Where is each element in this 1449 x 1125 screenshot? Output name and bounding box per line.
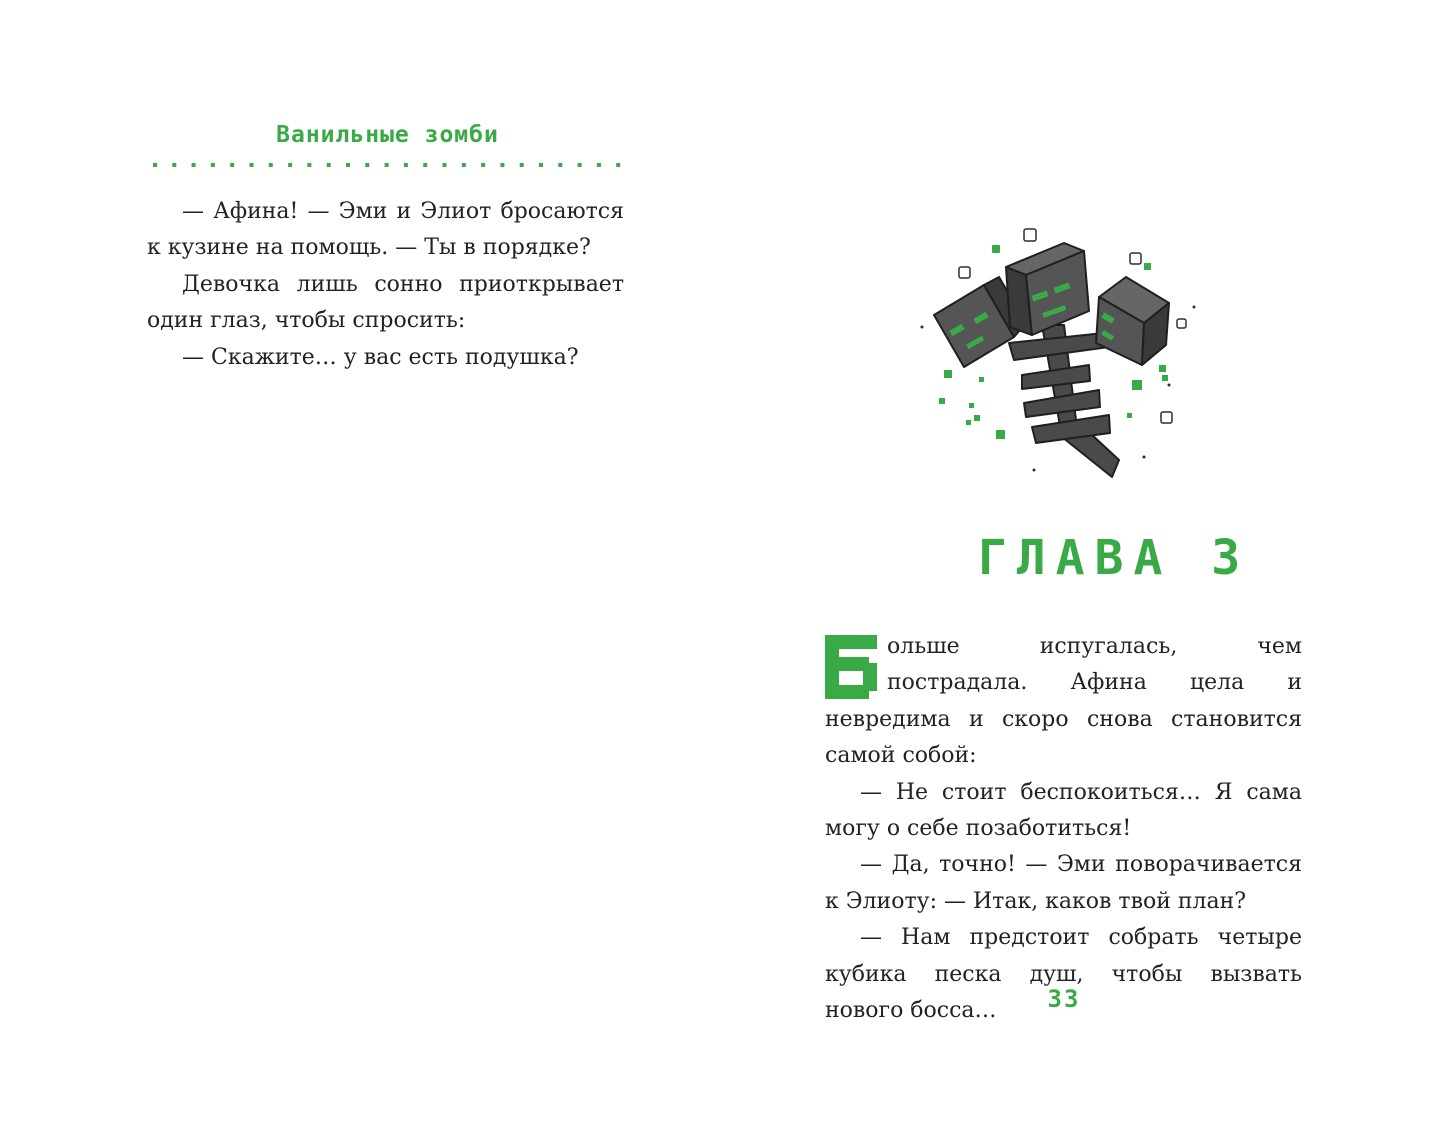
rule-dot <box>192 163 196 167</box>
paragraph: — Скажите… у вас есть подушка? <box>182 344 579 370</box>
left-page <box>0 0 724 1125</box>
rule-dot <box>558 163 562 167</box>
rule-dot <box>616 163 620 167</box>
paragraph: Девочка лишь сонно приоткрывает один глаз, чтобы спросить: <box>147 271 624 334</box>
rule-dot <box>404 163 408 167</box>
rule-dot <box>443 163 447 167</box>
rule-dot <box>307 163 311 167</box>
rule-dot <box>327 163 331 167</box>
rule-dot <box>481 163 485 167</box>
paragraph: — Не стоит беспокоиться… Я сама могу о себе позаботиться! <box>825 779 1302 842</box>
dotted-rule <box>150 160 625 170</box>
rule-dot <box>365 163 369 167</box>
rule-dot <box>539 163 543 167</box>
first-paragraph: ольше испугалась, чем пострадала. Афина цела и невредима и скоро снова становится самой собой: <box>825 634 1302 769</box>
left-page-text <box>147 194 624 376</box>
paragraph: — Афина! — Эми и Элиот бросаются к кузине на помощь. — Ты в порядке? <box>147 199 624 261</box>
right-page <box>724 0 1449 1125</box>
rule-dot <box>423 163 427 167</box>
rule-dot <box>288 163 292 167</box>
rule-dot <box>520 163 524 167</box>
right-page-text <box>825 629 1302 1029</box>
page-number: 33 <box>1047 985 1081 1013</box>
rule-dot <box>230 163 234 167</box>
rule-dot <box>250 163 254 167</box>
wither-boss-illustration <box>914 215 1204 490</box>
rule-dot <box>462 163 466 167</box>
drop-cap-letter <box>825 635 881 699</box>
paragraph: — Нам предстоит собрать четыре кубика песка душ, чтобы вызвать нового босса… <box>825 925 1302 1024</box>
chapter-title: ГЛАВА 3 <box>977 530 1251 586</box>
rule-dot <box>346 163 350 167</box>
rule-dot <box>500 163 504 167</box>
rule-dot <box>153 163 157 167</box>
rule-dot <box>578 163 582 167</box>
rule-dot <box>597 163 601 167</box>
rule-dot <box>172 163 176 167</box>
rule-dot <box>211 163 215 167</box>
rule-dot <box>385 163 389 167</box>
rule-dot <box>269 163 273 167</box>
running-header: Ванильные зомби <box>276 122 499 148</box>
paragraph: — Да, точно! — Эми поворачивается к Элиоту: — Итак, каков твой план? <box>825 852 1302 914</box>
